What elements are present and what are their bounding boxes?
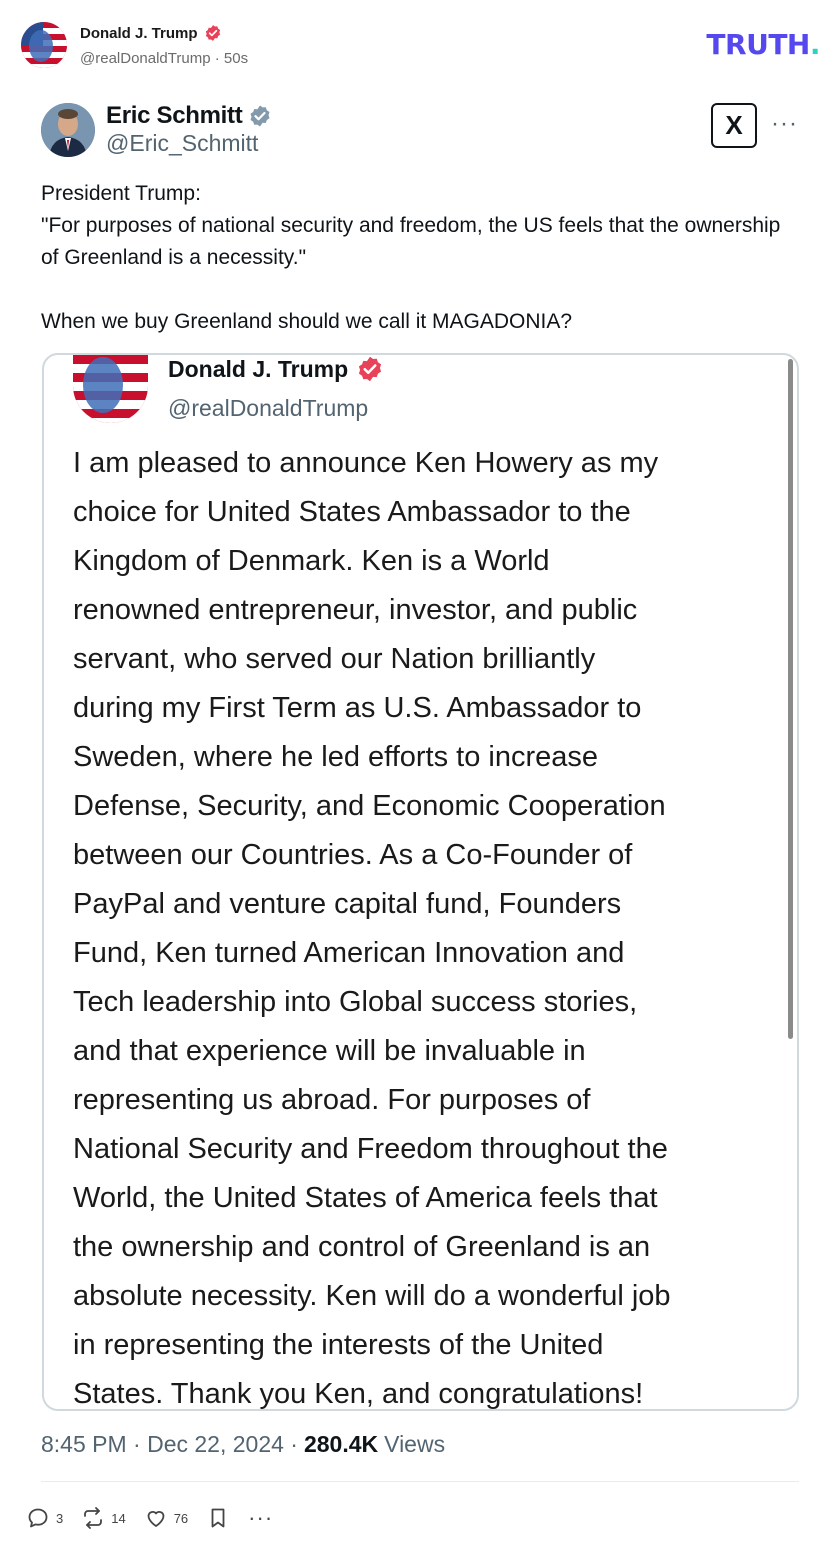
post-time: 50s xyxy=(223,50,249,67)
like-button[interactable] xyxy=(144,1506,188,1530)
like-count: 76 xyxy=(173,1510,189,1526)
reply-button[interactable] xyxy=(26,1506,63,1530)
avatar[interactable] xyxy=(41,103,95,157)
heart-icon xyxy=(144,1506,168,1530)
retruth-count: 14 xyxy=(111,1510,126,1526)
quoted-post-card[interactable] xyxy=(42,353,799,1411)
bookmark-button[interactable] xyxy=(206,1506,230,1530)
more-options-button[interactable]: ··· xyxy=(771,110,798,137)
x-logo-icon[interactable]: X xyxy=(711,103,757,148)
post-timestamp[interactable]: 8:45 PM · Dec 22, 2024 · xyxy=(41,1431,298,1457)
quoted-author-name[interactable]: Donald J. Trump xyxy=(168,355,349,382)
verified-badge-icon xyxy=(248,104,272,128)
post-text-line: When we buy Greenland should we call it MAGADONIA? xyxy=(41,310,573,333)
retruth-icon xyxy=(81,1506,105,1530)
quoted-post-text: I am pleased to announce Ken Howery as my choice for United States Ambassador to the Kingdom of Denmark. Ken is a World renowned entrepreneur, investor, and public servant, who served our Nation brilliantly during my First Term as U.S. Ambassador to Sweden, where he led efforts to increase Defense, Security, and Economic Cooperation between our Countries. As a Co-Founder of PayPal and venture capital fund, Founders Fund, Ken turned American Innovation and Tech leadership into Global success stories, and that experience will be invaluable in representing us abroad. For purposes of National Security and Freedom throughout the World, the United States of America feels that the ownership and control of Greenland is an absolute necessity. Ken will do a wonderful job in representing the interests of the United States. Thank you Ken, and congratulations! xyxy=(73,447,671,1410)
views-label: Views xyxy=(384,1431,446,1457)
quoted-author-handle[interactable]: @realDonaldTrump xyxy=(168,395,369,421)
author-name[interactable]: Eric Schmitt xyxy=(106,102,243,129)
action-bar xyxy=(26,1503,291,1533)
post-text-line: President Trump: xyxy=(41,182,201,205)
avatar[interactable] xyxy=(21,22,67,68)
author-name[interactable]: Donald J. Trump xyxy=(80,24,198,42)
more-options-button[interactable]: ··· xyxy=(248,1505,274,1530)
verified-badge-icon xyxy=(204,24,222,42)
retruth-button[interactable] xyxy=(81,1506,125,1530)
post-meta xyxy=(41,1431,445,1458)
truth-logo: TRUTH. xyxy=(706,28,820,61)
post-text xyxy=(41,178,801,338)
truth-post-header xyxy=(0,0,840,90)
divider xyxy=(41,1481,799,1482)
avatar[interactable] xyxy=(73,355,148,423)
scrollbar[interactable] xyxy=(788,359,793,1039)
author-handle[interactable]: @realDonaldTrump · 50s xyxy=(80,50,249,67)
author-handle[interactable]: @Eric_Schmitt xyxy=(106,130,259,156)
reply-icon xyxy=(26,1506,50,1530)
views-count: 280.4K xyxy=(303,1431,379,1457)
bookmark-icon xyxy=(206,1506,230,1530)
verified-badge-icon xyxy=(356,355,384,383)
post-text-line: "For purposes of national security and freedom, the US feels that the ownership of Greenland is a necessity." xyxy=(41,214,787,269)
reply-count: 3 xyxy=(56,1510,64,1526)
